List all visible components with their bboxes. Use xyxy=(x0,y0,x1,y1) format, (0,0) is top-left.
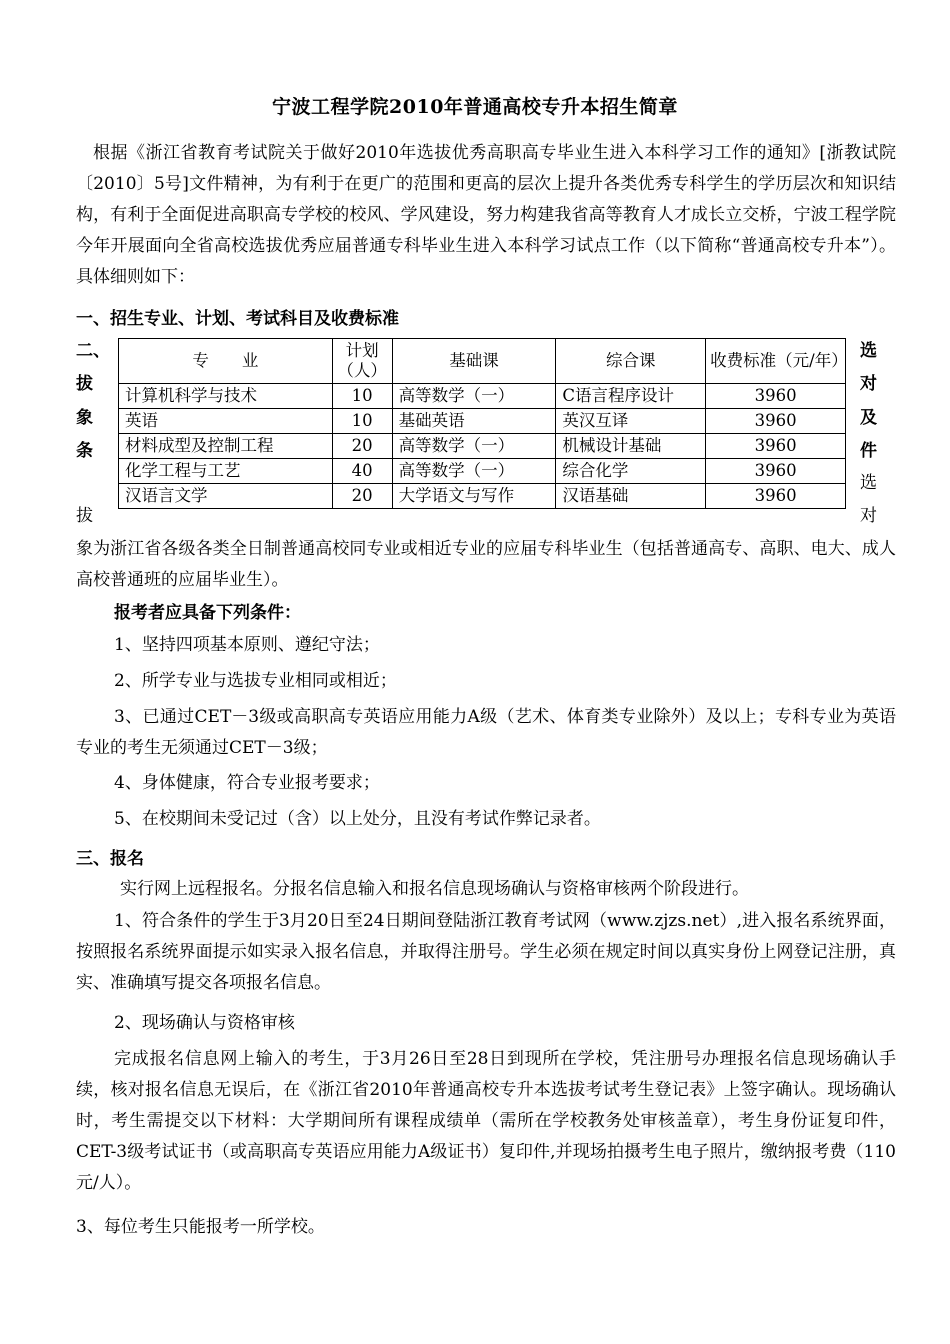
cell-plan: 20 xyxy=(332,434,392,459)
section-1-heading: 一、招生专业、计划、考试科目及收费标准 xyxy=(76,309,399,329)
cell-basic: 高等数学（一） xyxy=(392,434,556,459)
enrollment-table xyxy=(118,338,846,509)
side-right-char-2: 对 xyxy=(860,374,877,394)
section-3-heading: 三、报名 xyxy=(76,849,144,869)
header-plan: 计划（人） xyxy=(332,339,392,384)
side-right-char-3: 及 xyxy=(860,408,877,428)
registration-intro: 实行网上远程报名。分报名信息输入和报名信息现场确认与资格审核两个阶段进行。 xyxy=(120,879,749,899)
side-left-char-3: 象 xyxy=(76,408,93,428)
cell-fee: 3960 xyxy=(706,459,846,484)
header-fee: 收费标准（元/年） xyxy=(706,339,846,384)
side-left-char-4: 条 xyxy=(76,441,93,461)
cell-fee: 3960 xyxy=(706,384,846,409)
table-row xyxy=(119,384,846,409)
condition-item-1: 1、坚持四项基本原则、遵纪守法； xyxy=(114,635,380,655)
header-basic-course: 基础课 xyxy=(392,339,556,384)
cell-comprehensive: 汉语基础 xyxy=(556,484,706,509)
document-title: 宁波工程学院2010年普通高校专升本招生简章 xyxy=(272,96,678,118)
table-row xyxy=(119,484,846,509)
cell-basic: 高等数学（一） xyxy=(392,459,556,484)
cell-fee: 3960 xyxy=(706,434,846,459)
condition-item-5: 5、在校期间未受记过（含）以上处分，且没有考试作弊记录者。 xyxy=(114,809,601,829)
cell-fee: 3960 xyxy=(706,409,846,434)
side-right-plain-2: 对 xyxy=(860,506,877,526)
condition-item-3: 3、已通过CET－3级或高职高专英语应用能力A级（艺术、体育类专业除外）及以上；专科专业为英语专业的考生无须通过CET－3级； xyxy=(76,707,896,758)
registration-step-3: 3、每位考生只能报考一所学校。 xyxy=(76,1217,325,1237)
cell-fee: 3960 xyxy=(706,484,846,509)
registration-step-2-body: 完成报名信息网上输入的考生，于3月26日至28日到现所在学校，凭注册号办理报名信息现场确认手续，核对报名信息无误后，在《浙江省2010年普通高校专升本选拔考试考生登记表》上签字确认。现场确认时，考生需提交以下材料：大学期间所有课程成绩单（需所在学校教务处审核盖章），考生身份证复印件，CET-3级考试证书（或高职高专英语应用能力A级证书）复印件,并现场拍摄考生电子照片，缴纳报考费（110元/人）。 xyxy=(76,1049,896,1193)
cell-major: 英语 xyxy=(119,409,333,434)
side-right-char-1: 选 xyxy=(860,341,877,361)
table-row xyxy=(119,409,846,434)
intro-paragraph: 根据《浙江省教育考试院关于做好2010年选拔优秀高职高专毕业生进入本科学习工作的通知》[浙教试院〔2010〕5号]文件精神，为有利于在更广的范围和更高的层次上提升各类优秀专科学生的学历层次和知识结构，有利于全面促进高职高专学校的校风、学风建设，努力构建我省高等教育人才成长立交桥，宁波工程学院今年开展面向全省高校选拔优秀应届普通专科毕业生进入本科学习试点工作（以下简称“普通高校专升本”）。具体细则如下： xyxy=(76,143,896,287)
cell-comprehensive: 机械设计基础 xyxy=(556,434,706,459)
side-right-char-4: 件 xyxy=(860,441,877,461)
table-row xyxy=(119,434,846,459)
condition-item-4: 4、身体健康，符合专业报考要求； xyxy=(114,773,380,793)
registration-step-2-heading: 2、现场确认与资格审核 xyxy=(114,1013,295,1033)
header-major: 专 业 xyxy=(119,339,333,384)
cell-plan: 10 xyxy=(332,384,392,409)
cell-major: 汉语言文学 xyxy=(119,484,333,509)
registration-step-1: 1、符合条件的学生于3月20日至24日期间登陆浙江教育考试网（www.zjzs.net）,进入报名系统界面，按照报名系统界面提示如实录入报名信息，并取得注册号。学生必须在规定时间以真实身份上网登记注册，真实、准确填写提交各项报名信息。 xyxy=(76,911,896,993)
header-comprehensive-course: 综合课 xyxy=(556,339,706,384)
cell-major: 计算机科学与技术 xyxy=(119,384,333,409)
cell-major: 化学工程与工艺 xyxy=(119,459,333,484)
conditions-heading: 报考者应具备下列条件： xyxy=(114,603,301,623)
cell-basic: 高等数学（一） xyxy=(392,384,556,409)
cell-major: 材料成型及控制工程 xyxy=(119,434,333,459)
cell-plan: 20 xyxy=(332,484,392,509)
cell-comprehensive: 英汉互译 xyxy=(556,409,706,434)
cell-comprehensive: C语言程序设计 xyxy=(556,384,706,409)
side-left-char-1: 二、 xyxy=(76,341,110,361)
cell-plan: 40 xyxy=(332,459,392,484)
condition-item-2: 2、所学专业与选拔专业相同或相近； xyxy=(114,671,397,691)
cell-plan: 10 xyxy=(332,409,392,434)
cell-basic: 基础英语 xyxy=(392,409,556,434)
table-row xyxy=(119,459,846,484)
cell-basic: 大学语文与写作 xyxy=(392,484,556,509)
selection-target-paragraph: 象为浙江省各级各类全日制普通高校同专业或相近专业的应届专科毕业生（包括普通高专、高职、电大、成人高校普通班的应届毕业生）。 xyxy=(76,539,896,590)
cell-comprehensive: 综合化学 xyxy=(556,459,706,484)
side-left-plain: 拔 xyxy=(76,506,93,526)
side-left-char-2: 拔 xyxy=(76,374,93,394)
side-right-plain-1: 选 xyxy=(860,473,877,493)
table-header-row xyxy=(119,339,846,384)
